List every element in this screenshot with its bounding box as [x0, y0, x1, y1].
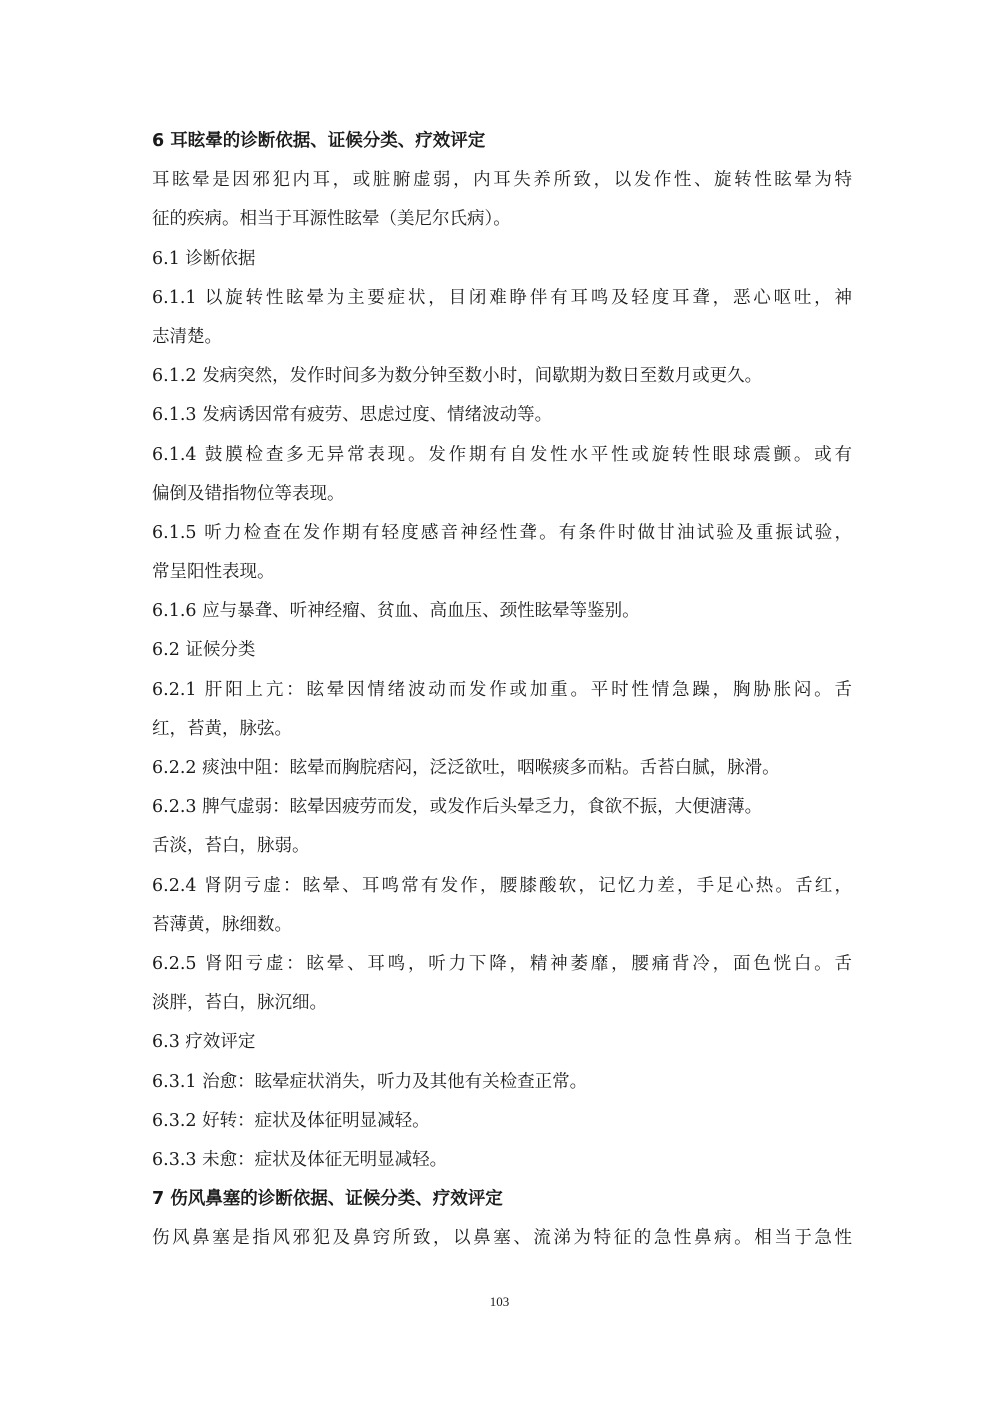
text-line: 6.1 诊断依据	[152, 248, 256, 269]
text-line: 征的疾病。相当于耳源性眩晕（美尼尔氏病）。	[152, 209, 511, 230]
text-line: 淡胖，苔白，脉沉细。	[152, 993, 327, 1014]
text-line: 红，苔黄，脉弦。	[152, 718, 292, 739]
text-line: 6.3.2 好转：症状及体征明显减轻。	[152, 1110, 430, 1131]
text-line: 志清楚。	[152, 326, 222, 347]
section-heading: 7 伤风鼻塞的诊断依据、证候分类、疗效评定	[152, 1189, 503, 1210]
text-line: 6.1.5 听力检查在发作期有轻度感音神经性聋。有条件时做甘油试验及重振试验，	[152, 522, 852, 543]
text-line: 6.1.2 发病突然，发作时间多为数分钟至数小时，间歇期为数日至数月或更久。	[152, 366, 763, 387]
text-line: 6.2 证候分类	[152, 640, 256, 661]
text-line: 6.2.4 肾阴亏虚：眩晕、耳鸣常有发作，腰膝酸软，记忆力差，手足心热。舌红，	[152, 875, 852, 896]
text-line: 6.2.3 脾气虚弱：眩晕因疲劳而发，或发作后头晕乏力，食欲不振，大便溏薄。	[152, 797, 763, 818]
text-line: 6.1.1 以旋转性眩晕为主要症状，目闭难睁伴有耳鸣及轻度耳聋，恶心呕吐，神	[152, 287, 852, 308]
text-line: 6.2.5 肾阳亏虚：眩晕、耳鸣，听力下降，精神萎靡，腰痛背冷，面色恍白。舌	[152, 953, 852, 974]
text-line: 6.2.1 肝阳上亢：眩晕因情绪波动而发作或加重。平时性情急躁，胸胁胀闷。舌	[152, 679, 852, 700]
text-line: 6.1.3 发病诱因常有疲劳、思虑过度、情绪波动等。	[152, 405, 553, 426]
text-line: 6.1.4 鼓膜检查多无异常表现。发作期有自发性水平性或旋转性眼球震颤。或有	[152, 444, 852, 465]
section-heading: 6 耳眩晕的诊断依据、证候分类、疗效评定	[152, 131, 486, 151]
text-line: 耳眩晕是因邪犯内耳，或脏腑虚弱，内耳失养所致，以发作性、旋转性眩晕为特	[152, 170, 852, 191]
text-line: 苔薄黄，脉细数。	[152, 914, 292, 935]
text-line: 舌淡，苔白，脉弱。	[152, 836, 310, 857]
text-line: 6.3.3 未愈：症状及体征无明显减轻。	[152, 1149, 448, 1170]
text-line: 6.1.6 应与暴聋、听神经瘤、贫血、高血压、颈性眩晕等鉴别。	[152, 601, 640, 622]
page-body	[152, 122, 852, 1258]
text-line: 偏倒及错指物位等表现。	[152, 483, 345, 504]
text-line: 6.3 疗效评定	[152, 1032, 256, 1053]
page-number: 103	[489, 1294, 510, 1309]
text-line: 6.3.1 治愈：眩晕症状消失，听力及其他有关检查正常。	[152, 1071, 588, 1092]
text-line: 6.2.2 痰浊中阻：眩晕而胸脘痞闷，泛泛欲吐，咽喉痰多而粘。舌苔白腻，脉滑。	[152, 758, 780, 778]
text-line: 伤风鼻塞是指风邪犯及鼻窍所致，以鼻塞、流涕为特征的急性鼻病。相当于急性	[152, 1228, 852, 1249]
text-line: 常呈阳性表现。	[152, 562, 275, 583]
